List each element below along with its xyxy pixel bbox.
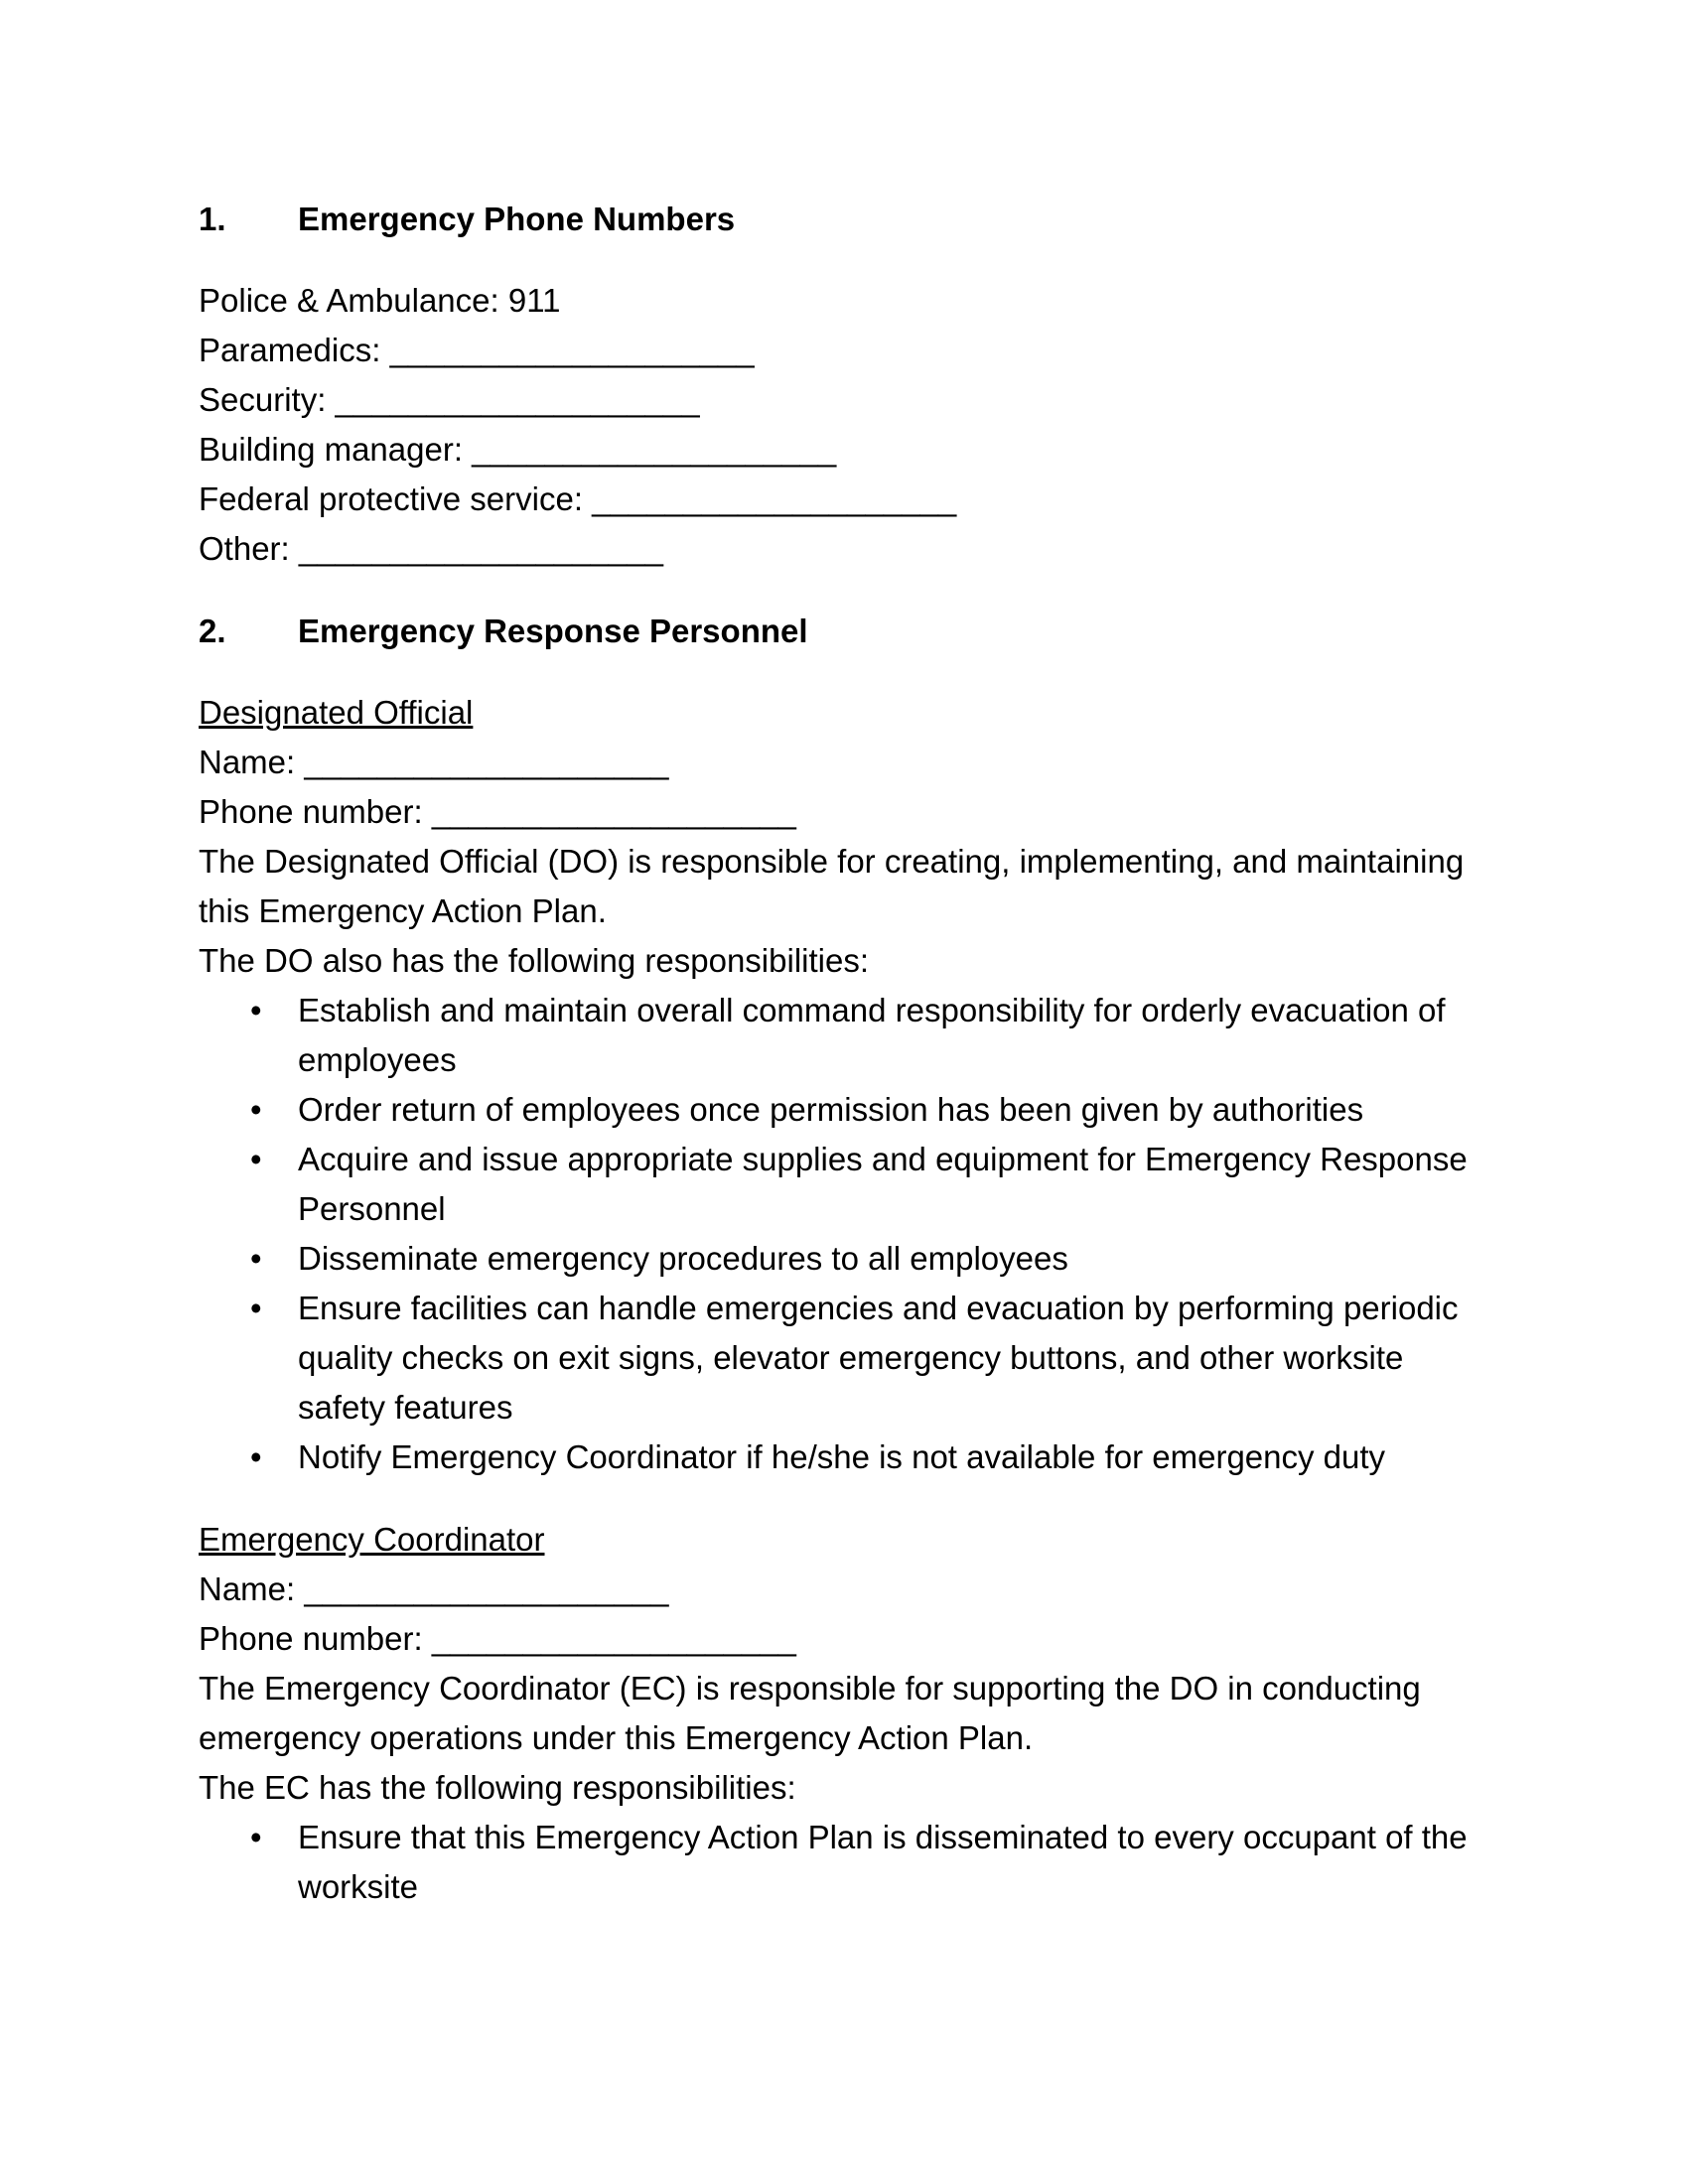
list-item: • Establish and maintain overall command responsibility for orderly evacuation of employees [199, 986, 1489, 1085]
section-2-heading [199, 607, 1489, 656]
do-phone-line: Phone number: ____________________ [199, 793, 796, 830]
list-item: • Notify Emergency Coordinator if he/she is not available for emergency duty [199, 1433, 1489, 1482]
emergency-coordinator-heading: Emergency Coordinator [199, 1521, 545, 1558]
list-item: • Ensure that this Emergency Action Plan is disseminated to every occupant of the worksite [199, 1813, 1489, 1912]
list-item: • Order return of employees once permission has been given by authorities [199, 1085, 1489, 1135]
section-2-number: 2. [199, 613, 226, 649]
section-1-heading [199, 195, 1489, 244]
bullet-icon: • [250, 1290, 262, 1326]
phone-line-security: Security: ____________________ [199, 381, 700, 418]
phone-line-paramedics: Paramedics: ____________________ [199, 332, 755, 368]
do-name-line: Name: ____________________ [199, 744, 669, 780]
phone-line-other: Other: ____________________ [199, 530, 663, 567]
bullet-icon: • [250, 1240, 262, 1277]
bullet-icon: • [250, 1091, 262, 1128]
designated-official-heading: Designated Official [199, 694, 474, 731]
designated-official-block [199, 688, 1489, 1482]
bullet-icon: • [250, 1438, 262, 1475]
do-intro: The DO also has the following responsibilities: [199, 942, 870, 979]
section-2-title: Emergency Response Personnel [298, 613, 808, 649]
phone-line-police: Police & Ambulance: 911 [199, 282, 561, 319]
section-1-number: 1. [199, 201, 226, 237]
phone-line-federal-protective: Federal protective service: ____________________ [199, 480, 957, 517]
bullet-icon: • [250, 992, 262, 1028]
document-page [199, 195, 1489, 1912]
bullet-icon: • [250, 1819, 262, 1855]
ec-name-line: Name: ____________________ [199, 1570, 669, 1607]
ec-description: The Emergency Coordinator (EC) is responsible for supporting the DO in conducting emergency operations under this Emergency Action Plan. [199, 1670, 1421, 1756]
phone-number-list [199, 276, 1489, 574]
emergency-coordinator-block [199, 1515, 1489, 1912]
ec-intro: The EC has the following responsibilities: [199, 1769, 796, 1806]
ec-responsibility-list [199, 1813, 1489, 1912]
bullet-icon: • [250, 1141, 262, 1177]
do-responsibility-list [199, 986, 1489, 1482]
ec-phone-line: Phone number: ____________________ [199, 1620, 796, 1657]
do-description: The Designated Official (DO) is responsible for creating, implementing, and maintaining this Emergency Action Plan. [199, 843, 1465, 929]
phone-line-building-manager: Building manager: ____________________ [199, 431, 837, 468]
list-item: • Acquire and issue appropriate supplies and equipment for Emergency Response Personnel [199, 1135, 1489, 1234]
list-item: • Disseminate emergency procedures to all employees [199, 1234, 1489, 1284]
list-item: • Ensure facilities can handle emergencies and evacuation by performing periodic quality checks on exit signs, elevator emergency buttons, and other worksite safety features [199, 1284, 1489, 1433]
section-1-title: Emergency Phone Numbers [298, 201, 736, 237]
